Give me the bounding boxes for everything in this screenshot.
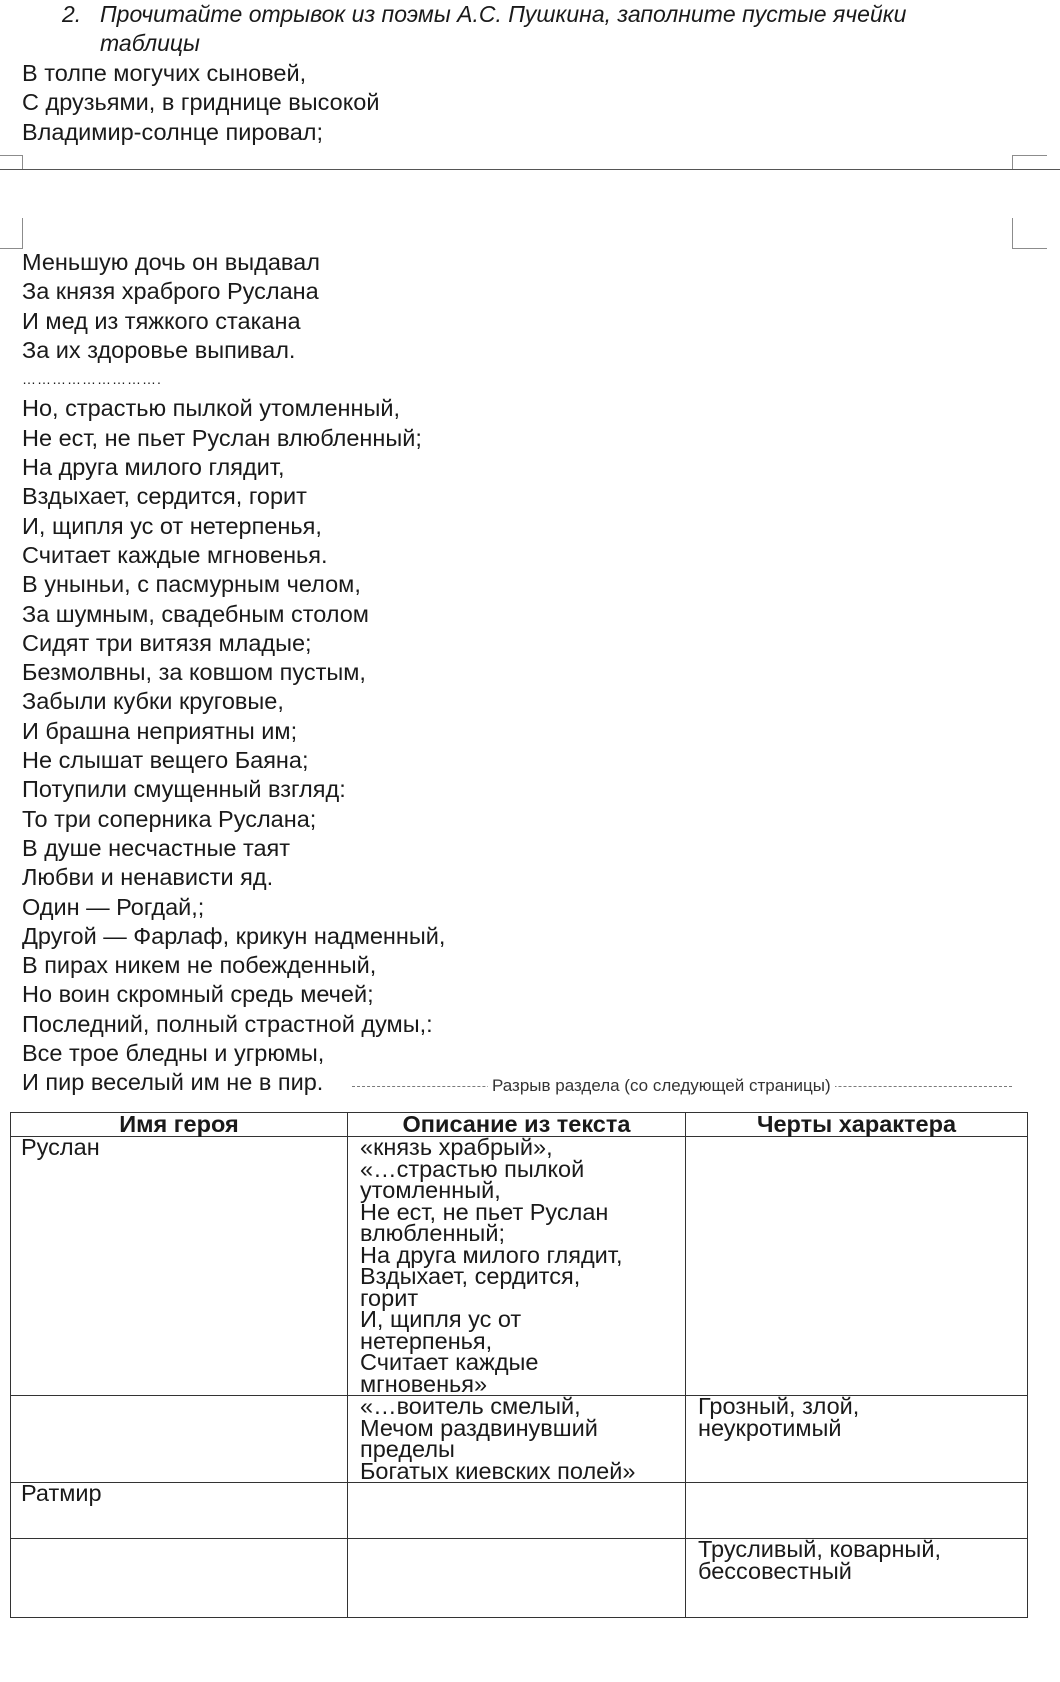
poem-line: Но воин скромный средь мечей;	[22, 981, 374, 1008]
description-line: Считает каждые	[360, 1349, 539, 1375]
page-break-line	[0, 169, 1060, 170]
poem-line: Забыли кубки круговые,	[22, 688, 284, 715]
poem-line: ……………………….	[22, 371, 162, 388]
poem-line: С друзьями, в гриднице высокой	[22, 89, 380, 116]
cell-traits[interactable]	[686, 1137, 1028, 1396]
poem-line: И пир веселый им не в пир.	[22, 1069, 324, 1096]
poem-line: Другой — Фарлаф, крикун надменный,	[22, 922, 446, 949]
poem-line: В толпе могучих сыновей,	[22, 60, 307, 86]
description-line: мгновенья»	[360, 1370, 488, 1397]
header-description: Описание из текста	[348, 1113, 686, 1137]
traits-line: неукротимый	[698, 1414, 842, 1441]
poem-line: Один — Рогдай,;	[22, 893, 205, 920]
task-heading	[62, 0, 1002, 58]
cell-description[interactable]	[348, 1539, 686, 1618]
description-line: На друга милого глядит,	[360, 1241, 623, 1268]
cell-traits[interactable]	[686, 1536, 1028, 1618]
description-line: горит	[360, 1284, 419, 1311]
poem-line: И брашна неприятны им;	[22, 717, 298, 744]
cell-hero-name[interactable]	[11, 1539, 348, 1618]
hero-name-text: Ратмир	[21, 1480, 102, 1506]
header-traits: Черты характера	[686, 1113, 1028, 1137]
poem-line: Не слышат вещего Баяна;	[22, 747, 309, 774]
poem-line: Любви и ненависти яд.	[22, 864, 274, 891]
poem-line: Не ест, не пьет Руслан влюбленный;	[22, 424, 422, 451]
cell-hero-name[interactable]	[11, 1396, 348, 1483]
poem-part-2	[22, 248, 445, 1098]
poem-line: На друга милого глядит,	[22, 454, 285, 481]
task-text: Прочитайте отрывок из поэмы А.С. Пушкина, заполните пустые ячейки таблицы	[100, 1, 907, 56]
poem-line: За их здоровье выпивал.	[22, 336, 296, 363]
traits-line: Грозный, злой,	[698, 1393, 860, 1419]
description-line: нетерпенья,	[360, 1327, 493, 1354]
description-line: пределы	[360, 1436, 455, 1462]
poem-line: Владимир-солнце пировал;	[22, 118, 324, 145]
cell-hero-name[interactable]	[11, 1480, 348, 1539]
cell-hero-name[interactable]	[11, 1134, 348, 1396]
traits-line: бессовестный	[698, 1557, 852, 1584]
description-line: Мечом раздвинувший	[360, 1414, 598, 1441]
description-line: утомленный,	[360, 1177, 501, 1203]
poem-line: В пирах никем не побежденный,	[22, 952, 377, 979]
cell-traits[interactable]	[686, 1483, 1028, 1539]
header-hero-name: Имя героя	[11, 1113, 348, 1137]
poem-line: Все трое бледны и угрюмы,	[22, 1040, 325, 1067]
page-corner-mark	[0, 155, 23, 170]
poem-line: Считает каждые мгновенья.	[22, 541, 328, 568]
description-line: Вздыхает, сердится,	[360, 1263, 581, 1289]
poem-part-1	[22, 59, 379, 147]
description-line: «…воитель смелый,	[360, 1393, 581, 1419]
description-line: И, щипля ус от	[360, 1306, 522, 1332]
page-corner-mark	[1012, 155, 1047, 170]
page-corner-mark	[1012, 218, 1047, 249]
poem-line: Сидят три витязя младые;	[22, 629, 312, 656]
cell-description[interactable]	[348, 1134, 686, 1397]
traits-line: Трусливый, коварный,	[698, 1536, 941, 1562]
hero-table	[10, 1112, 1028, 1618]
table-row	[11, 1483, 1028, 1539]
description-line: Богатых киевских полей»	[360, 1457, 636, 1484]
cell-traits[interactable]	[686, 1393, 1028, 1483]
cell-description[interactable]	[348, 1393, 686, 1484]
hero-name-text: Руслан	[21, 1134, 100, 1160]
section-break-label: Разрыв раздела (со следующей страницы)	[488, 1075, 835, 1097]
table-header-row	[11, 1113, 1028, 1137]
poem-line: В душе несчастные таят	[22, 834, 291, 861]
description-line: влюбленный;	[360, 1220, 505, 1246]
poem-line: Безмолвны, за ковшом пустым,	[22, 659, 366, 686]
poem-line: За князя храброго Руслана	[22, 278, 319, 305]
cell-description[interactable]	[348, 1483, 686, 1539]
poem-line: Но, страстью пылкой утомленный,	[22, 395, 401, 422]
description-line: Не ест, не пьет Руслан	[360, 1198, 609, 1225]
poem-line: Потупили смущенный взгляд:	[22, 776, 346, 803]
poem-line: Вздыхает, сердится, горит	[22, 483, 307, 510]
poem-line: И мед из тяжкого стакана	[22, 307, 301, 334]
poem-line: То три соперника Руслана;	[22, 805, 317, 832]
poem-line: Меньшую дочь он выдавал	[22, 249, 320, 275]
table-row	[11, 1539, 1028, 1618]
poem-line: И, щипля ус от нетерпенья,	[22, 512, 322, 539]
poem-line: Последний, полный страстной думы,:	[22, 1010, 433, 1037]
page-corner-mark	[0, 218, 23, 249]
poem-line: В уныньи, с пасмурным челом,	[22, 571, 361, 598]
task-number: 2.	[62, 1, 82, 27]
description-line: «князь храбрый»,	[360, 1134, 553, 1160]
poem-line: За шумным, свадебным столом	[22, 600, 369, 627]
table-row	[11, 1137, 1028, 1396]
description-line: «…страстью пылкой	[360, 1155, 585, 1182]
table-row	[11, 1396, 1028, 1483]
